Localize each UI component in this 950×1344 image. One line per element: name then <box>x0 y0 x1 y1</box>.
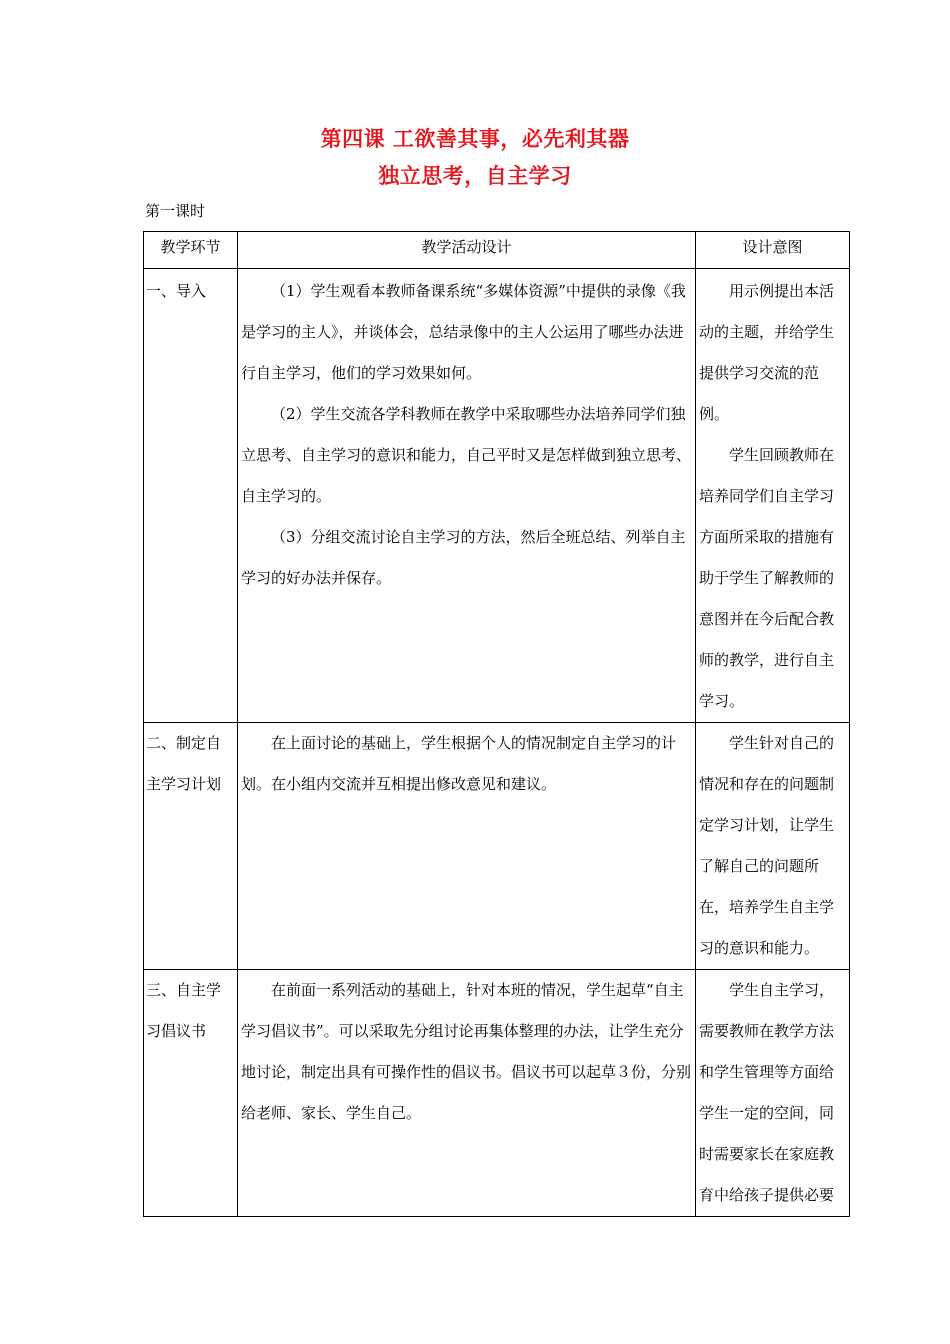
table-row <box>144 723 850 970</box>
header-design-intent: 设计意图 <box>696 232 850 269</box>
activity-paragraph: （3）分组交流讨论自主学习的方法，然后全班总结、列举自主学习的好办法并保存。 <box>241 528 686 587</box>
table-row <box>144 269 850 723</box>
intent-paragraph: 用示例提出本活动的主题，并给学生提供学习交流的范例。 <box>699 282 835 423</box>
stage-label: 一、导入 <box>146 282 207 300</box>
stage-label: 二、制定自主学习计划 <box>146 734 222 793</box>
intent-cell <box>696 269 850 723</box>
intent-cell <box>696 723 850 970</box>
activity-cell <box>238 723 696 970</box>
activity-paragraph: 在前面一系列活动的基础上，针对本班的情况，学生起草“自主学习倡议书”。可以采取先分组讨论再集体整理的办法，让学生充分地讨论，制定出具有可操作性的倡议书。倡议书可以起草３份，分别给老师、家长、学生自己。 <box>241 981 692 1122</box>
activity-cell <box>238 970 696 1217</box>
stage-cell <box>144 269 238 723</box>
lesson-title: 第四课 工欲善其事，必先利其器 <box>320 126 630 151</box>
class-period-label: 第一课时 <box>145 202 206 220</box>
activity-paragraph: （2）学生交流各学科教师在教学中采取哪些办法培养同学们独立思考、自主学习的意识和能力，自己平时又是怎样做到独立思考、自主学习的。 <box>241 405 692 505</box>
table-header-row <box>144 232 850 269</box>
lesson-subtitle: 独立思考，自主学习 <box>378 163 572 188</box>
intent-cell <box>696 970 850 1217</box>
intent-paragraph: 学生回顾教师在培养同学们自主学习方面所采取的措施有助于学生了解教师的意图并在今后配合教师的教学，进行自主学习。 <box>699 446 835 710</box>
intent-paragraph: 学生针对自己的情况和存在的问题制定学习计划，让学生了解自己的问题所在，培养学生自主学习的意识和能力。 <box>699 734 835 957</box>
stage-label: 三、自主学习倡议书 <box>146 981 222 1040</box>
table-row <box>144 970 850 1217</box>
stage-cell <box>144 970 238 1217</box>
stage-cell <box>144 723 238 970</box>
header-activity-design: 教学活动设计 <box>238 232 696 269</box>
activity-cell <box>238 269 696 723</box>
lesson-plan-table <box>143 231 850 1217</box>
activity-paragraph: 在上面讨论的基础上，学生根据个人的情况制定自主学习的计划。在小组内交流并互相提出修改意见和建议。 <box>241 734 677 793</box>
intent-paragraph: 学生自主学习，需要教师在教学方法和学生管理等方面给学生一定的空间，同时需要家长在家庭教育中给孩子提供必要 <box>699 981 835 1204</box>
header-stage: 教学环节 <box>144 232 238 269</box>
activity-paragraph: （1）学生观看本教师备课系统“多媒体资源”中提供的录像《我是学习的主人》，并谈体会，总结录像中的主人公运用了哪些办法进行自主学习，他们的学习效果如何。 <box>241 282 686 382</box>
